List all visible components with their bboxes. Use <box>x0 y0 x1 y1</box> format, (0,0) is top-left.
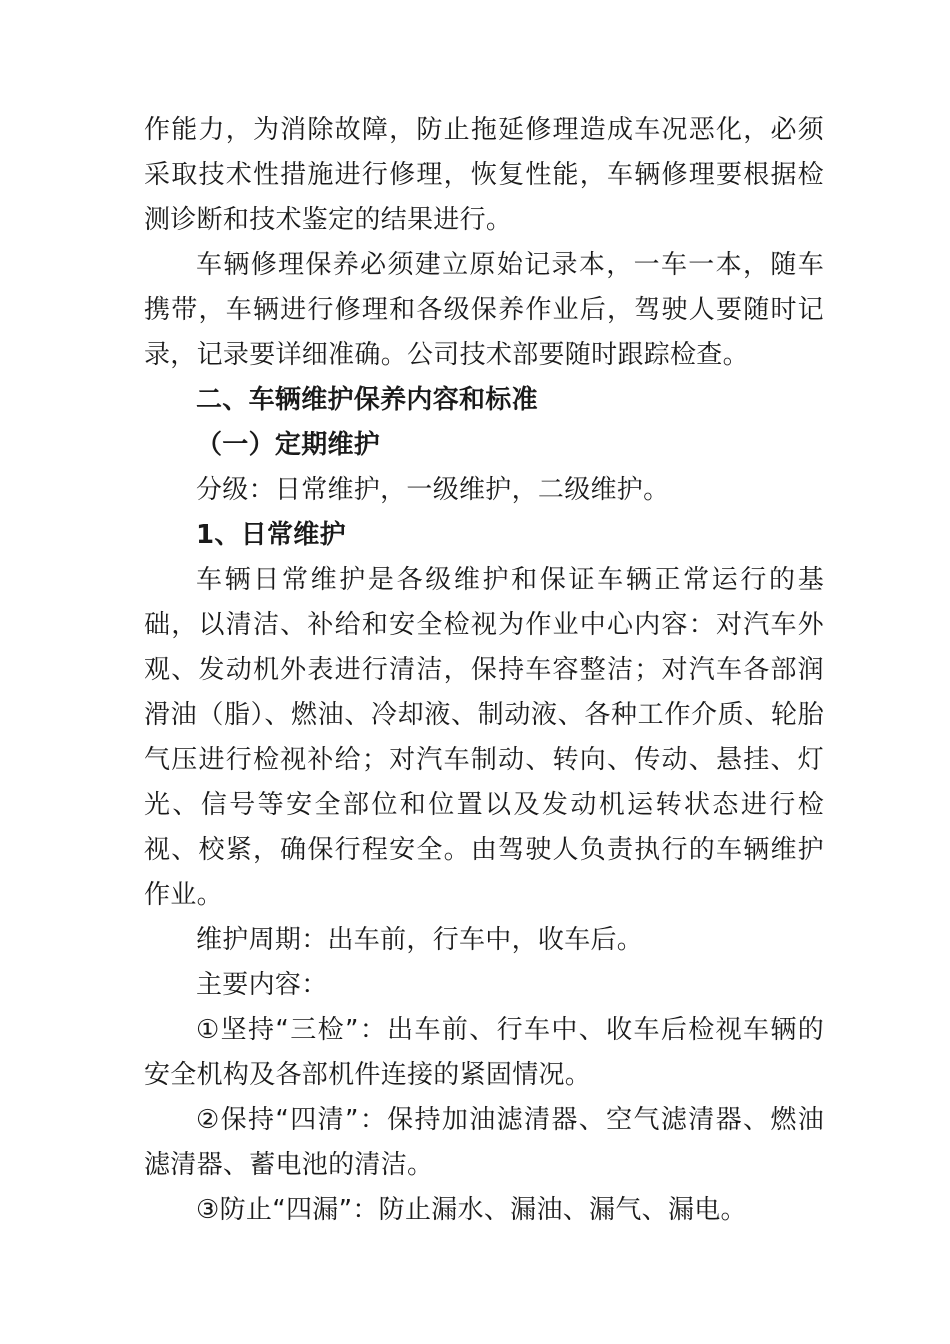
document-body <box>144 108 824 1233</box>
paragraph-maintenance-levels: 分级：日常维护，一级维护，二级维护。 <box>196 475 670 505</box>
paragraph-repair-records: 车辆修理保养必须建立原始记录本，一车一本，随车携带，车辆进行修理和各级保养作业后，驾驶人要随时记录，记录要详细准确。公司技术部要随时跟踪检查。 <box>144 250 824 370</box>
list-item-four-cleans: ②保持“四清”：保持加油滤清器、空气滤清器、燃油滤清器、蓄电池的清洁。 <box>144 1105 824 1180</box>
subsection-heading-periodic-maintenance: （一）定期维护 <box>196 430 381 460</box>
paragraph-repair-continuation: 作能力，为消除故障，防止拖延修理造成车况恶化，必须采取技术性措施进行修理，恢复性能，车辆修理要根据检测诊断和技术鉴定的结果进行。 <box>144 115 824 235</box>
paragraph-maintenance-cycle: 维护周期：出车前，行车中，收车后。 <box>196 925 644 955</box>
list-item-three-checks: ①坚持“三检”：出车前、行车中、收车后检视车辆的安全机构及各部机件连接的紧固情况。 <box>144 1015 824 1090</box>
paragraph-daily-maintenance-description: 车辆日常维护是各级维护和保证车辆正常运行的基础，以清洁、补给和安全检视为作业中心内容：对汽车外观、发动机外表进行清洁，保持车容整洁；对汽车各部润滑油（脂）、燃油、冷却液、制动液、各种工作介质、轮胎气压进行检视补给；对汽车制动、转向、传动、悬挂、灯光、信号等安全部位和位置以及发动机运转状态进行检视、校紧，确保行程安全。由驾驶人负责执行的车辆维护作业。 <box>144 565 824 910</box>
item-heading-daily-maintenance: 1、日常维护 <box>196 520 346 550</box>
list-item-four-leaks: ③防止“四漏”：防止漏水、漏油、漏气、漏电。 <box>196 1195 747 1225</box>
paragraph-main-content-label: 主要内容： <box>196 970 328 1000</box>
section-heading-maintenance-standards: 二、车辆维护保养内容和标准 <box>196 385 538 415</box>
